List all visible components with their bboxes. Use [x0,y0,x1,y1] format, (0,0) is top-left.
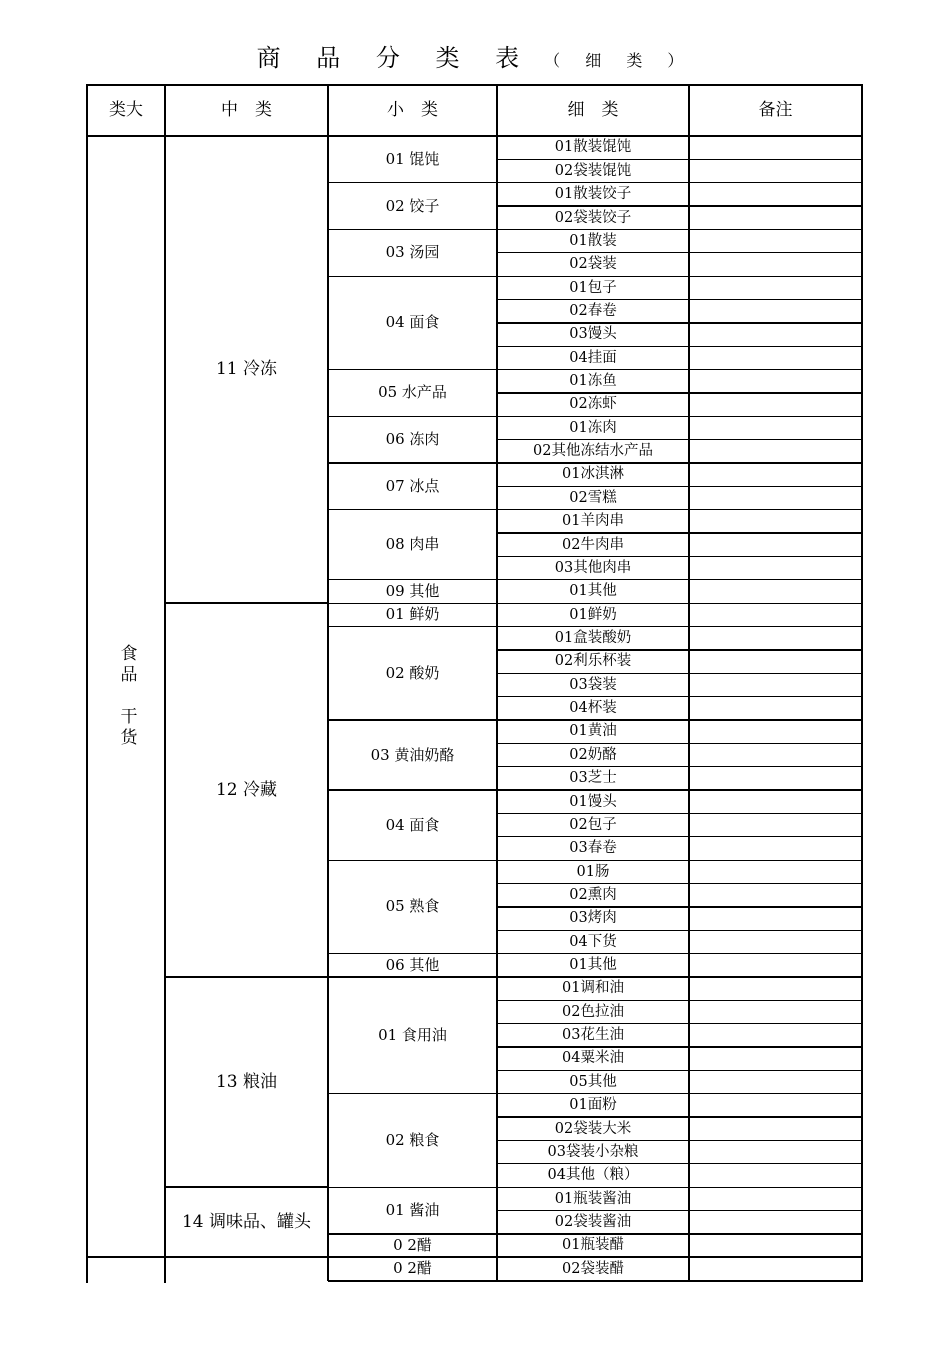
detail-cell: 01冻鱼 [569,373,617,390]
detail-cell: 04杯装 [569,700,617,717]
detail-cell: 03芝士 [569,770,617,787]
table-rule [496,85,497,1281]
note-cell [689,416,862,439]
detail-cell: 01散装 [569,232,617,249]
note-cell [689,697,862,720]
sub-category-cell: 01 馄饨 [385,149,440,168]
note-cell [689,907,862,930]
detail-cell: 01散装馄饨 [554,139,632,156]
detail-cell: 01馒头 [569,793,617,810]
note-cell [689,1187,862,1210]
mid-category-cell: 12 冷藏 [215,779,278,800]
note-cell [689,136,862,159]
note-cell [689,463,862,486]
sub-category-cell: 06 冻肉 [385,430,440,449]
table-rule [327,85,328,1281]
table-rule [328,1280,863,1282]
detail-cell: 02袋装大米 [554,1120,632,1137]
note-cell [689,300,862,323]
note-cell [689,603,862,626]
detail-cell: 01鲜奶 [569,606,617,623]
note-cell [689,1140,862,1163]
note-cell [689,1117,862,1140]
detail-cell: 01面粉 [569,1097,617,1114]
note-cell [689,720,862,743]
detail-cell: 02袋装 [569,256,617,273]
note-cell [689,206,862,229]
detail-cell: 04挂面 [569,349,617,366]
note-cell [689,510,862,533]
note-cell [689,1024,862,1047]
detail-cell: 01肠 [576,863,610,880]
note-cell [689,1234,862,1257]
detail-cell: 01黄油 [569,723,617,740]
note-cell [689,1047,862,1070]
note-cell [689,346,862,369]
note-cell [689,183,862,206]
note-cell [689,1094,862,1117]
note-cell [689,1164,862,1187]
page-subtitle: （ 细 类 ） [544,51,694,70]
detail-cell: 01其他 [569,583,617,600]
note-cell [689,673,862,696]
header-mid: 中 类 [221,100,272,120]
mid-category-cell: 11 冷冻 [215,359,278,380]
note-cell [689,650,862,673]
sub-category-cell: 01 食用油 [378,1025,447,1044]
detail-cell: 01散装饺子 [554,186,632,203]
page-title: 商 品 分 类 表 [256,44,534,72]
detail-cell: 04下货 [569,933,617,950]
note-cell [689,276,862,299]
detail-cell: 01包子 [569,279,617,296]
detail-cell: 04粟米油 [562,1050,624,1067]
note-cell [689,393,862,416]
note-cell [689,930,862,953]
sub-category-cell: 01 酱油 [385,1201,440,1220]
sub-category-cell: 03 黄油奶酪 [370,745,455,764]
detail-cell: 03其他肉串 [554,559,632,576]
sub-category-cell: 02 饺子 [385,196,440,215]
sub-category-cell: 0 2醋 [393,1236,432,1255]
table-rule [86,84,863,86]
sub-category-cell: 0 2醋 [393,1259,432,1278]
detail-cell: 02袋装醋 [562,1260,624,1277]
detail-cell: 02春卷 [569,302,617,319]
note-cell [689,977,862,1000]
detail-cell: 01其他 [569,957,617,974]
note-cell [689,159,862,182]
sub-category-cell: 01 鲜奶 [385,605,440,624]
sub-category-cell: 04 面食 [385,815,440,834]
note-cell [689,533,862,556]
major-category-cell: 食品 干货 [116,644,137,750]
detail-cell: 01冻肉 [569,419,617,436]
note-cell [689,767,862,790]
note-cell [689,556,862,579]
note-cell [689,486,862,509]
sub-category-cell: 06 其他 [385,955,440,974]
detail-cell: 05其他 [569,1073,617,1090]
detail-cell: 02其他冻结水产品 [533,443,653,460]
sub-category-cell: 09 其他 [385,582,440,600]
sub-category-cell: 02 粮食 [385,1130,440,1149]
note-cell [689,627,862,650]
note-cell [689,954,862,977]
note-cell [689,370,862,393]
table-rule [86,85,88,1283]
note-cell [689,440,862,463]
note-cell [689,813,862,836]
sub-category-cell: 05 熟食 [385,897,440,916]
detail-cell: 04其他（粮） [547,1167,639,1184]
sub-category-cell: 03 汤园 [385,243,440,262]
note-cell [689,790,862,813]
note-cell [689,743,862,766]
detail-cell: 02冻虾 [569,396,617,413]
detail-cell: 01瓶装醋 [562,1237,624,1254]
note-cell [689,580,862,603]
detail-cell: 02袋装馄饨 [554,162,632,179]
sub-category-cell: 07 冰点 [385,476,440,495]
detail-cell: 01冰淇淋 [562,466,624,483]
note-cell [689,1000,862,1023]
detail-cell: 03馒头 [569,326,617,343]
table-rule [861,85,863,1281]
header-note: 备注 [758,100,793,120]
sub-category-cell: 04 面食 [385,313,440,332]
detail-cell: 03袋装小杂粮 [547,1143,639,1160]
detail-cell: 02袋装酱油 [554,1213,632,1230]
detail-cell: 02利乐杯装 [554,653,632,670]
detail-cell: 03袋装 [569,676,617,693]
sub-category-cell: 08 肉串 [385,535,440,554]
note-cell [689,229,862,252]
note-cell [689,860,862,883]
detail-cell: 03春卷 [569,840,617,857]
note-cell [689,323,862,346]
detail-cell: 01瓶装酱油 [554,1190,632,1207]
header-detail: 细 类 [567,100,619,120]
detail-cell: 01羊肉串 [562,513,624,530]
header-major: 类大 [109,100,143,120]
detail-cell: 02包子 [569,816,617,833]
note-cell [689,1257,862,1280]
table-rule [688,85,689,1281]
note-cell [689,884,862,907]
mid-category-cell: 13 粮油 [215,1071,278,1092]
detail-cell: 03花生油 [562,1027,624,1044]
detail-cell: 01调和油 [562,980,624,997]
detail-cell: 02袋装饺子 [554,209,632,226]
table-rule [164,85,165,1283]
detail-cell: 01盒装酸奶 [554,629,632,646]
sub-category-cell: 02 酸奶 [385,663,440,682]
header-small: 小 类 [387,100,438,120]
mid-category-cell: 14 调味品、罐头 [181,1211,312,1232]
detail-cell: 02雪糕 [569,489,617,506]
detail-cell: 02奶酪 [569,746,617,763]
note-cell [689,1070,862,1093]
note-cell [689,253,862,276]
detail-cell: 02色拉油 [562,1003,624,1020]
detail-cell: 02牛肉串 [562,536,624,553]
note-cell [689,837,862,860]
detail-cell: 02熏肉 [569,886,617,903]
sub-category-cell: 05 水产品 [378,383,447,402]
detail-cell: 03烤肉 [569,910,617,927]
note-cell [689,1211,862,1234]
